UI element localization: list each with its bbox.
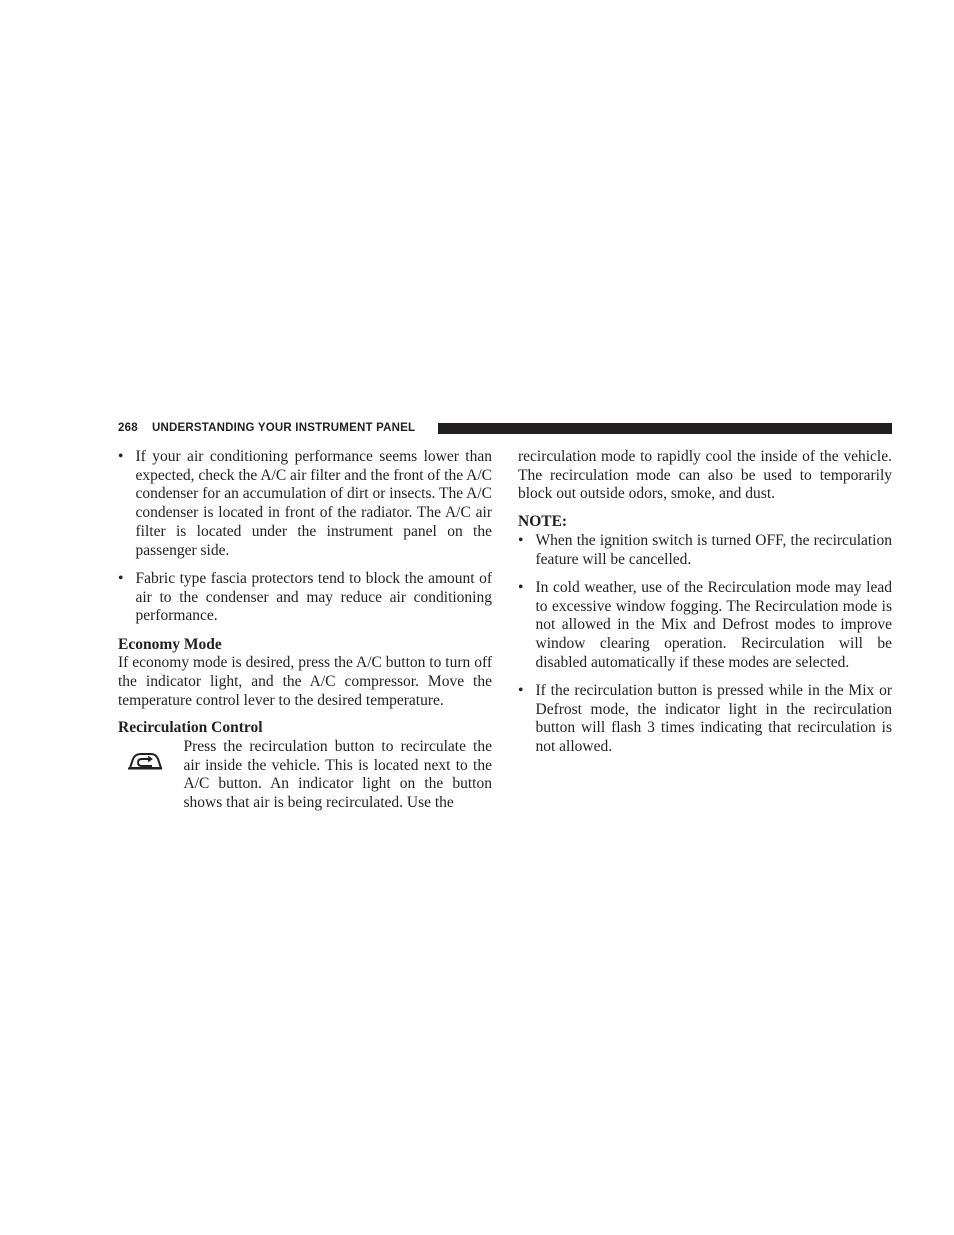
- list-item: • In cold weather, use of the Recirculation mode may lead to excessive window fogging. The Recirculation mode is not allowed in the Mix and Defrost modes to improve window clearing operation. Recirculation will be disabled automatically if these modes are selected.: [518, 579, 892, 673]
- list-item: • If your air conditioning performance seems lower than expected, check the A/C air filter and the front of the A/C condenser for an accumulation of dirt or insects. The A/C condenser is located in front of the radiator. The A/C air filter is located under the instrument panel on the passenger side.: [118, 448, 492, 560]
- economy-mode-heading: Economy Mode: [118, 635, 222, 653]
- right-column: [518, 448, 892, 766]
- recirculation-text: Press the recirculation button to recirculate the air inside the vehicle. This is located next to the A/C button. An indicator light on the button shows that air is being recirculated. Use the: [183, 738, 492, 812]
- recirculation-heading: Recirculation Control: [118, 719, 263, 737]
- recirculation-continuation-text: recirculation mode to rapidly cool the inside of the vehicle. The recirculation mode can also be used to temporarily block out outside odors, smoke, and dust.: [518, 448, 892, 503]
- ac-tips-list: [118, 448, 492, 626]
- left-column: [118, 448, 492, 813]
- header-rule: [438, 423, 892, 434]
- page-header: [118, 420, 892, 436]
- page-number: 268: [118, 422, 138, 434]
- section-title: UNDERSTANDING YOUR INSTRUMENT PANEL: [152, 422, 416, 434]
- list-item: • If the recirculation button is pressed while in the Mix or Defrost mode, the indicator light in the recirculation button will flash 3 times indicating that recirculation is not allowed.: [518, 682, 892, 757]
- recirculation-icon: [127, 750, 163, 772]
- list-item: • Fabric type fascia protectors tend to block the amount of air to the condenser and may reduce air conditioning performance.: [118, 570, 492, 626]
- note-label: NOTE:: [518, 513, 568, 531]
- recirculation-block: [118, 738, 492, 813]
- list-item: • When the ignition switch is turned OFF, the recirculation feature will be cancelled.: [518, 532, 892, 569]
- notes-list: [518, 532, 892, 757]
- economy-mode-text: If economy mode is desired, press the A/C button to turn off the indicator light, and the A/C compressor. Move the temperature control lever to the desired temperature.: [118, 654, 492, 709]
